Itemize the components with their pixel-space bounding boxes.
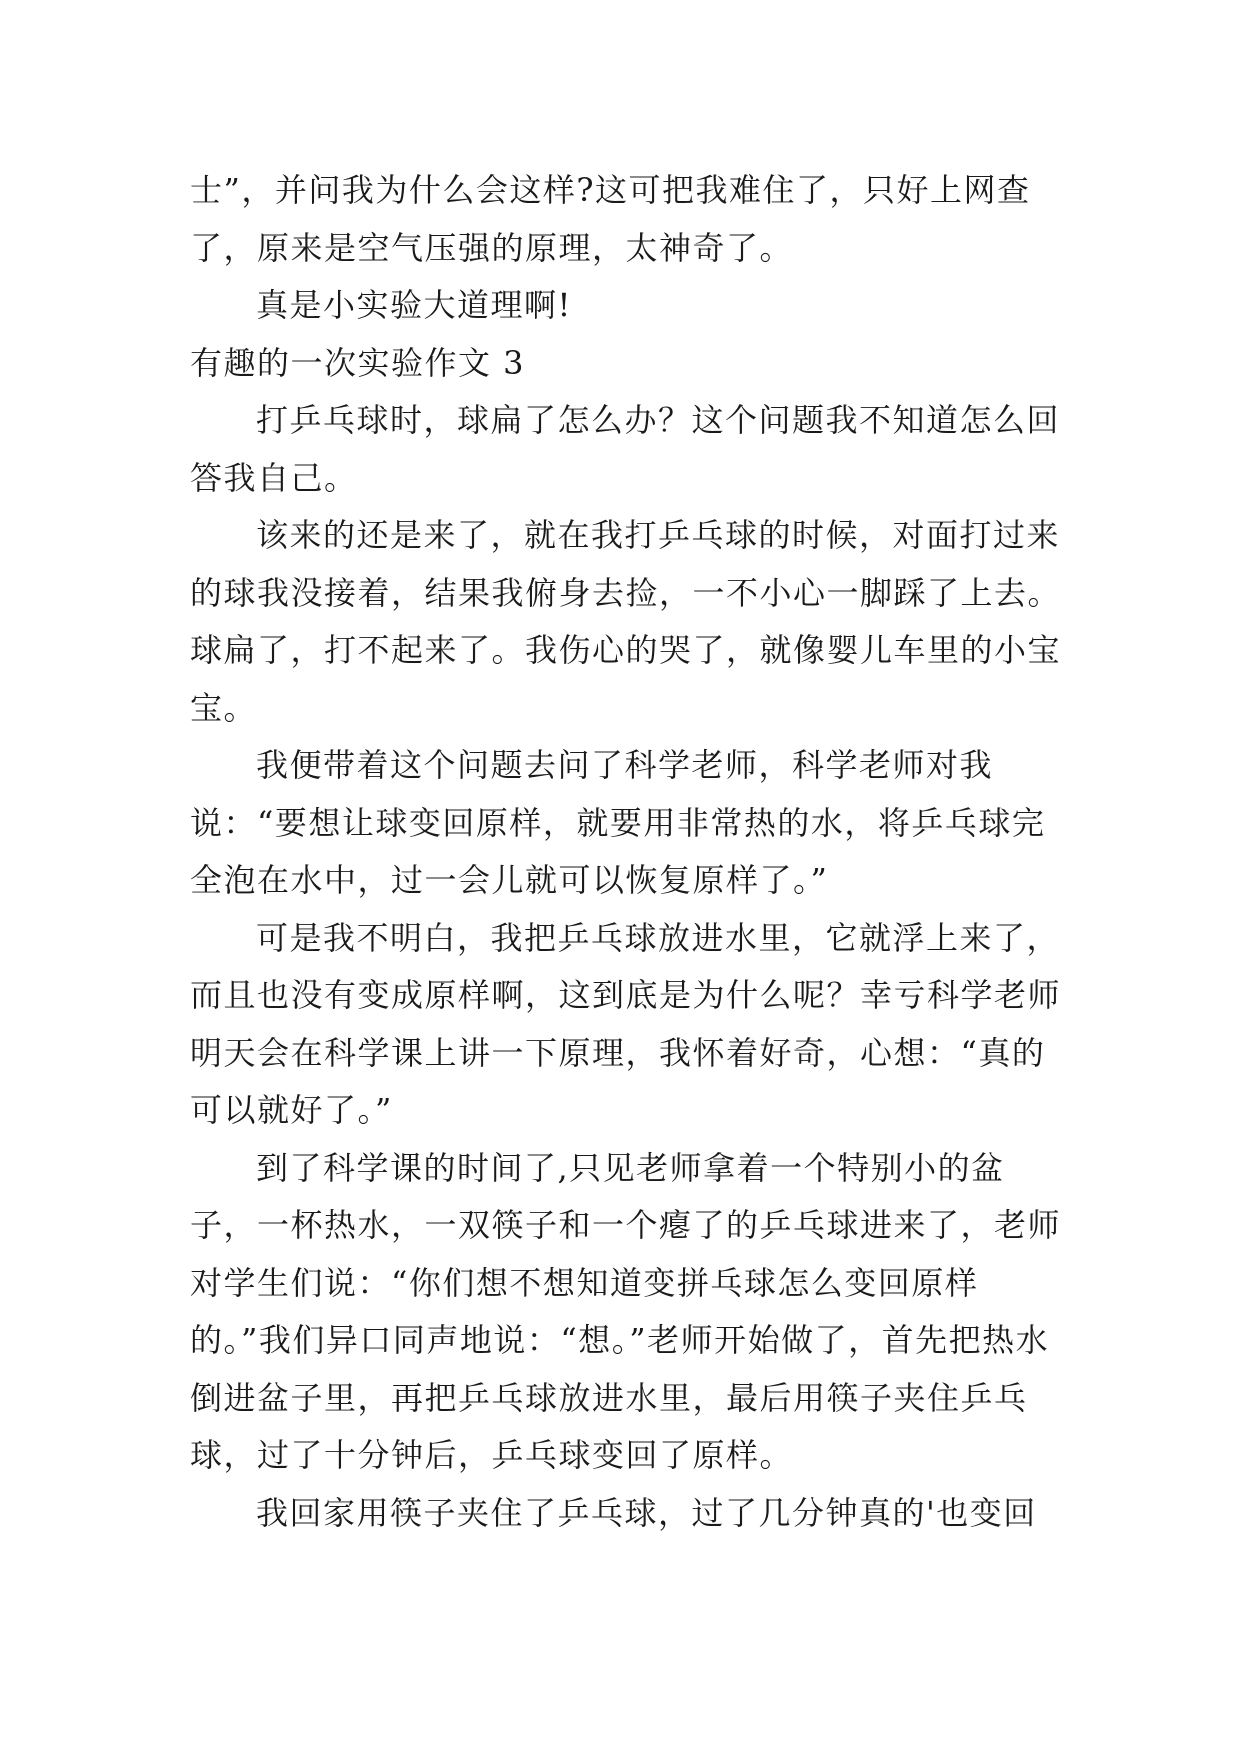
paragraph-ball-flattened: 该来的还是来了，就在我打乒乓球的时候，对面打过来的球我没接着，结果我俯身去捡，一不小心一脚踩了上去。球扁了，打不起来了。我伤心的哭了，就像婴儿车里的小宝宝。 [190, 516, 1062, 727]
essay-heading: 有趣的一次实验作文 3 [190, 343, 526, 382]
paragraph-science-class: 到了科学课的时间了,只见老师拿着一个特别小的盆子，一杯热水，一双筷子和一个瘪了的乒乓球进来了，老师对学生们说：“你们想不想知道变拼乓球怎么变回原样的。”我们异口同声地说：“想。”老师开始做了，首先把热水倒进盆子里，再把乒乓球放进水里，最后用筷子夹住乒乓球，过了十分钟后，乒乓球变回了原样。 [190, 1148, 1062, 1474]
document-body [190, 162, 1070, 1542]
paragraph-ask-teacher: 我便带着这个问题去问了科学老师，科学老师对我说：“要想让球变回原样，就要用非常热的水，将乒乓球完全泡在水中，过一会儿就可以恢复原样了。” [190, 746, 1046, 899]
paragraph-confusion: 可是我不明白，我把乒乓球放进水里，它就浮上来了，而且也没有变成原样啊，这到底是为什么呢？幸亏科学老师明天会在科学课上讲一下原理，我怀着好奇，心想：“真的可以就好了。” [190, 918, 1062, 1129]
paragraph-continuation: 士”，并问我为什么会这样?这可把我难住了，只好上网查了，原来是空气压强的原理，太神奇了。 [190, 171, 1031, 267]
paragraph-conclusion: 真是小实验大道理啊! [256, 286, 572, 324]
paragraph-question: 打乒乓球时，球扁了怎么办？这个问题我不知道怎么回答我自己。 [190, 401, 1061, 497]
paragraph-home-experiment: 我回家用筷子夹住了乒乓球，过了几分钟真的'也变回 [256, 1493, 1037, 1532]
